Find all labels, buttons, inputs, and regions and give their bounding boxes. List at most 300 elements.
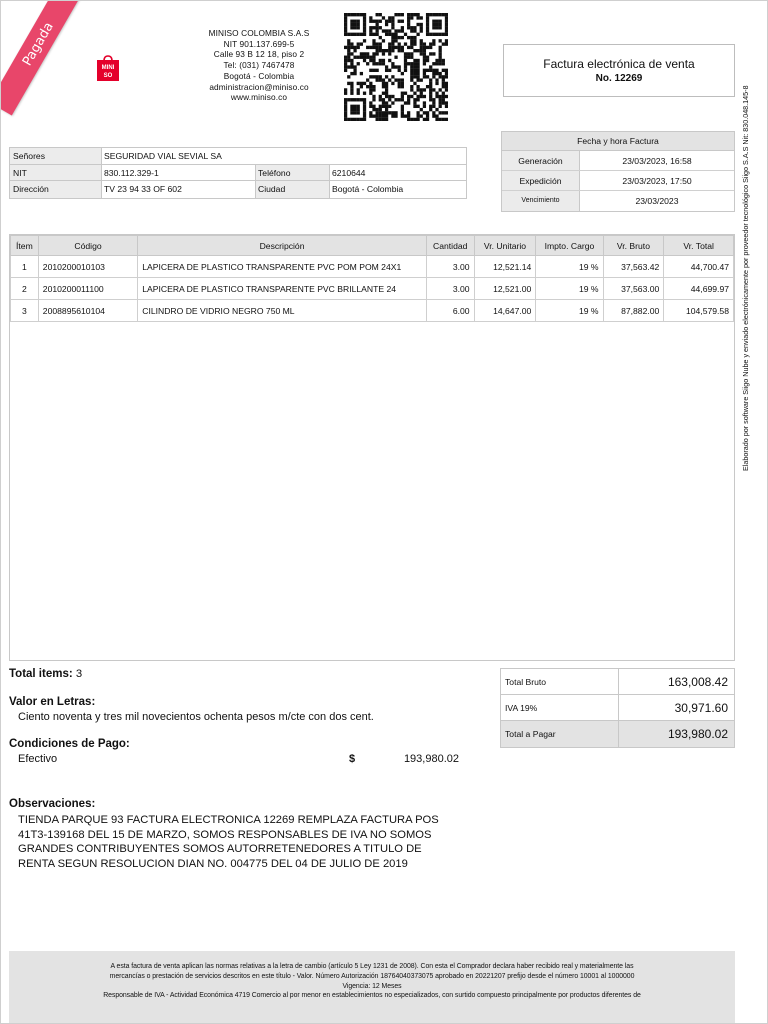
qr-module [442,13,445,16]
qr-module [357,23,360,26]
qr-module [372,26,375,29]
qr-module [439,118,442,121]
qr-module [369,33,372,36]
qr-module [376,23,379,26]
qr-module [363,13,366,16]
qr-module [401,72,404,75]
qr-module [432,42,435,45]
customer-row-direccion [10,181,466,198]
qr-module [379,20,382,23]
table-row [11,256,734,278]
qr-module [435,26,438,29]
qr-module [350,46,353,49]
cell-description: CILINDRO DE VIDRIO NEGRO 750 ML [138,300,427,322]
qr-module [388,16,391,19]
qr-module [369,16,372,19]
qr-module [407,56,410,59]
qr-module [353,72,356,75]
qr-module [372,105,375,108]
qr-module [407,46,410,49]
totals-label: Total Bruto [501,669,619,694]
qr-module [376,52,379,55]
col-header-gross: Vr. Bruto [603,236,664,256]
qr-module [379,36,382,39]
qr-module [445,85,448,88]
qr-module [410,36,413,39]
qr-module [442,85,445,88]
totals-row-payable [501,721,734,747]
qr-module [410,95,413,98]
qr-module [394,33,397,36]
qr-module [401,36,404,39]
qr-module [398,29,401,32]
cell-quantity: 6.00 [426,300,474,322]
qr-module [363,20,366,23]
qr-module [442,101,445,104]
qr-module [385,82,388,85]
qr-module [423,72,426,75]
qr-module [420,92,423,95]
qr-module [353,20,356,23]
qr-module [445,42,448,45]
qr-module [388,33,391,36]
qr-module [363,33,366,36]
company-info [161,28,357,103]
qr-module [398,36,401,39]
qr-module [379,75,382,78]
cell-code: 2008895610104 [38,300,137,322]
qr-module [439,49,442,52]
qr-module [426,33,429,36]
qr-module [407,98,410,101]
qr-module [423,56,426,59]
qr-module [379,95,382,98]
qr-module [363,108,366,111]
qr-module [350,82,353,85]
cell-tax: 19 % [536,300,603,322]
qr-module [382,101,385,104]
qr-module [344,105,347,108]
qr-module [407,111,410,114]
customer-row-senores [10,148,466,165]
totals-value: 163,008.42 [667,675,728,689]
qr-module [439,20,442,23]
qr-module [344,65,347,68]
qr-module [363,82,366,85]
qr-module [376,20,379,23]
footer-line: A esta factura de venta aplican las normas relativas a la letra de cambio (artículo 5 Ley 1231 de 2008). Con esta el Comprador declara haber recibido real y materialmente las [110,963,634,970]
cell-description: LAPICERA DE PLASTICO TRANSPARENTE PVC POM POM 24X1 [138,256,427,278]
qr-module [369,82,372,85]
qr-module [391,95,394,98]
customer-label: Dirección [10,181,102,198]
payment-conditions-label: Condiciones de Pago: [9,738,130,750]
qr-module [388,52,391,55]
qr-module [432,33,435,36]
qr-module [357,26,360,29]
currency-symbol: $ [349,753,356,765]
qr-module [445,26,448,29]
totals-value: 193,980.02 [667,727,728,741]
qr-module [376,75,379,78]
qr-module [385,23,388,26]
qr-module [439,23,442,26]
qr-module [388,95,391,98]
qr-module [353,33,356,36]
cell-quantity: 3.00 [426,278,474,300]
qr-module [435,118,438,121]
qr-module [432,72,435,75]
qr-module [369,26,372,29]
qr-module [350,98,353,101]
qr-module [382,111,385,114]
qr-module [410,62,413,65]
qr-module [376,111,379,114]
qr-module [372,42,375,45]
qr-module [363,59,366,62]
qr-module [429,98,432,101]
qr-module [410,88,413,91]
qr-module [401,46,404,49]
qr-module [382,82,385,85]
qr-module [413,65,416,68]
qr-module [344,98,347,101]
qr-module [388,42,391,45]
qr-module [385,95,388,98]
logo-text-2: SO [103,73,113,79]
qr-module [344,62,347,65]
qr-module [435,92,438,95]
legal-footer [9,951,735,1023]
qr-module [353,105,356,108]
qr-module [404,52,407,55]
qr-module [410,42,413,45]
qr-module [426,85,429,88]
company-email[interactable]: administracion@miniso.co [209,81,309,92]
qr-module [350,111,353,114]
observation-line: 41T3-139168 DEL 15 DE MARZO, SOMOS RESPONSABLES DE IVA NO SOMOS [18,828,432,841]
qr-module [385,75,388,78]
qr-module [435,59,438,62]
qr-module [426,23,429,26]
qr-module [376,78,379,81]
qr-module [429,105,432,108]
qr-module [426,56,429,59]
qr-module [391,101,394,104]
qr-module [382,29,385,32]
qr-module [353,23,356,26]
col-header-unit-price: Vr. Unitario [474,236,536,256]
payment-line [9,753,459,769]
qr-module [382,92,385,95]
cell-code: 2010200010103 [38,256,137,278]
paid-ribbon-label: Pagada [20,19,57,69]
qr-module [401,49,404,52]
date-value: 23/03/2023, 16:58 [622,156,692,166]
qr-module [445,95,448,98]
qr-module [379,26,382,29]
qr-module [420,23,423,26]
qr-module [382,98,385,101]
qr-module [394,78,397,81]
qr-module [426,29,429,32]
qr-module [426,114,429,117]
qr-module [363,101,366,104]
qr-module [347,59,350,62]
qr-module [372,52,375,55]
qr-module [385,111,388,114]
qr-module [416,111,419,114]
qr-module [350,118,353,121]
cell-item: 1 [11,256,39,278]
company-address: Calle 93 B 12 18, piso 2 [213,49,305,60]
customer-nit: 830.112.329-1 [102,165,256,181]
qr-module [394,36,397,39]
qr-module [391,62,394,65]
qr-module [350,62,353,65]
qr-module [363,29,366,32]
qr-module [344,56,347,59]
qr-module [423,52,426,55]
qr-module [398,42,401,45]
qr-module [372,62,375,65]
cell-unit-price: 14,647.00 [474,300,536,322]
qr-module [407,95,410,98]
date-value: 23/03/2023, 17:50 [622,176,692,186]
items-header-row [11,236,734,256]
qr-module [366,62,369,65]
qr-module [410,78,413,81]
qr-module [429,92,432,95]
qr-module [394,46,397,49]
qr-module [442,78,445,81]
qr-module [416,69,419,72]
qr-module [363,118,366,121]
cell-gross: 87,882.00 [603,300,664,322]
qr-module [363,23,366,26]
qr-module [426,13,429,16]
qr-module [439,59,442,62]
qr-module [344,114,347,117]
qr-module [398,69,401,72]
qr-module [445,88,448,91]
qr-module [404,59,407,62]
qr-module [445,75,448,78]
qr-module [410,16,413,19]
qr-module [347,52,350,55]
qr-module [347,33,350,36]
customer-name: SEGURIDAD VIAL SEVIAL SA [104,151,222,161]
qr-module [398,13,401,16]
qr-module [426,26,429,29]
qr-module [423,46,426,49]
qr-module [435,114,438,117]
qr-module [423,118,426,121]
qr-module [350,52,353,55]
qr-module [357,46,360,49]
qr-module [350,42,353,45]
totals-label: IVA 19% [501,695,619,720]
qr-module [423,62,426,65]
qr-module [404,56,407,59]
qr-module [442,33,445,36]
qr-module [407,118,410,121]
date-row-vencimiento [502,191,734,211]
date-label: Expedición [502,171,580,190]
qr-module [401,111,404,114]
qr-module [391,65,394,68]
qr-module [435,13,438,16]
qr-module [344,118,347,121]
cell-gross: 37,563.00 [603,278,664,300]
customer-city: Bogotá - Colombia [332,184,404,194]
qr-module [385,49,388,52]
qr-module [344,92,347,95]
qr-module [388,46,391,49]
qr-module [429,46,432,49]
col-header-total: Vr. Total [664,236,734,256]
qr-module [360,52,363,55]
qr-module [413,42,416,45]
qr-module [360,85,363,88]
qr-module [391,82,394,85]
qr-module [410,65,413,68]
totals-value: 30,971.60 [674,701,728,715]
qr-module [432,88,435,91]
qr-module [379,114,382,117]
customer-label: Teléfono [256,165,330,181]
qr-module [372,88,375,91]
qr-module [344,101,347,104]
qr-module [401,85,404,88]
qr-module [394,114,397,117]
qr-module [363,98,366,101]
qr-module [413,92,416,95]
qr-module [369,105,372,108]
observation-line: TIENDA PARQUE 93 FACTURA ELECTRONICA 12269 REMPLAZA FACTURA POS [18,814,439,826]
qr-module [445,118,448,121]
cell-item: 2 [11,278,39,300]
qr-module [385,114,388,117]
qr-module [382,16,385,19]
qr-module [363,111,366,114]
qr-module [391,23,394,26]
company-nit: NIT 901.137.699-5 [223,38,295,49]
company-web[interactable]: www.miniso.co [230,92,288,103]
qr-module [372,75,375,78]
company-city: Bogotá - Colombia [223,70,295,81]
customer-label: Señores [10,148,102,164]
qr-module [353,26,356,29]
footer-line: Responsable de IVA - Actividad Económica 4719 Comercio al por menor en establecimientos no especializados, con surtido compuesto principalmente por productos diferentes de [103,992,641,1000]
qr-module [442,95,445,98]
qr-module [391,36,394,39]
qr-module [445,20,448,23]
qr-module [388,78,391,81]
payment-conditions [9,738,459,769]
qr-module [379,42,382,45]
qr-module [369,101,372,104]
footer-line: mercancías o prestación de servicios descritos en este título - Valor. Número Autorización 18764040373075 aprobado en 20221207 prefijo desde el número 10001 al 1000000 [109,972,635,980]
qr-module [410,13,413,16]
date-label: Vencimiento [502,191,580,211]
qr-module [439,46,442,49]
qr-module [369,29,372,32]
qr-module [350,59,353,62]
qr-module [398,46,401,49]
qr-module [347,56,350,59]
qr-module [357,56,360,59]
qr-module [382,62,385,65]
qr-module [439,98,442,101]
qr-module [401,108,404,111]
qr-module [391,26,394,29]
qr-module [435,72,438,75]
qr-module [353,98,356,101]
qr-module [442,59,445,62]
qr-module [376,62,379,65]
qr-module [366,78,369,81]
qr-module [413,105,416,108]
qr-module [344,20,347,23]
qr-module [413,72,416,75]
qr-module [423,59,426,62]
qr-module [391,42,394,45]
items-table [9,234,735,661]
qr-module [350,105,353,108]
qr-module [376,49,379,52]
qr-module [429,13,432,16]
qr-module [416,95,419,98]
qr-module [385,65,388,68]
qr-module [413,98,416,101]
customer-table [9,147,467,199]
qr-module [413,62,416,65]
qr-module [442,118,445,121]
qr-module [426,46,429,49]
qr-module [372,39,375,42]
qr-module [407,23,410,26]
qr-module [445,13,448,16]
qr-module [372,56,375,59]
qr-module [366,52,369,55]
qr-module [432,26,435,29]
qr-module [379,98,382,101]
qr-module [391,33,394,36]
qr-module [391,20,394,23]
qr-module [382,78,385,81]
qr-module [344,26,347,29]
qr-module [347,82,350,85]
footer-line: Vigencia: 12 Meses [342,982,402,990]
qr-module [439,33,442,36]
paid-ribbon [0,0,87,115]
qr-module [388,20,391,23]
qr-module [439,88,442,91]
qr-module [353,111,356,114]
qr-module [382,39,385,42]
customer-address: TV 23 94 33 OF 602 [102,181,256,198]
qr-module [404,42,407,45]
software-vertical-note: Elaborado por software Siigo Nube y enviado electrónicamente por proveedor tecnológico Siigo S.A.S Nit: 830.048.145-8 [741,85,750,471]
qr-code [344,13,448,121]
qr-module [420,29,423,32]
qr-module [344,29,347,32]
qr-module [369,88,372,91]
qr-module [410,26,413,29]
qr-module [379,62,382,65]
invoice-title-box [503,44,735,97]
